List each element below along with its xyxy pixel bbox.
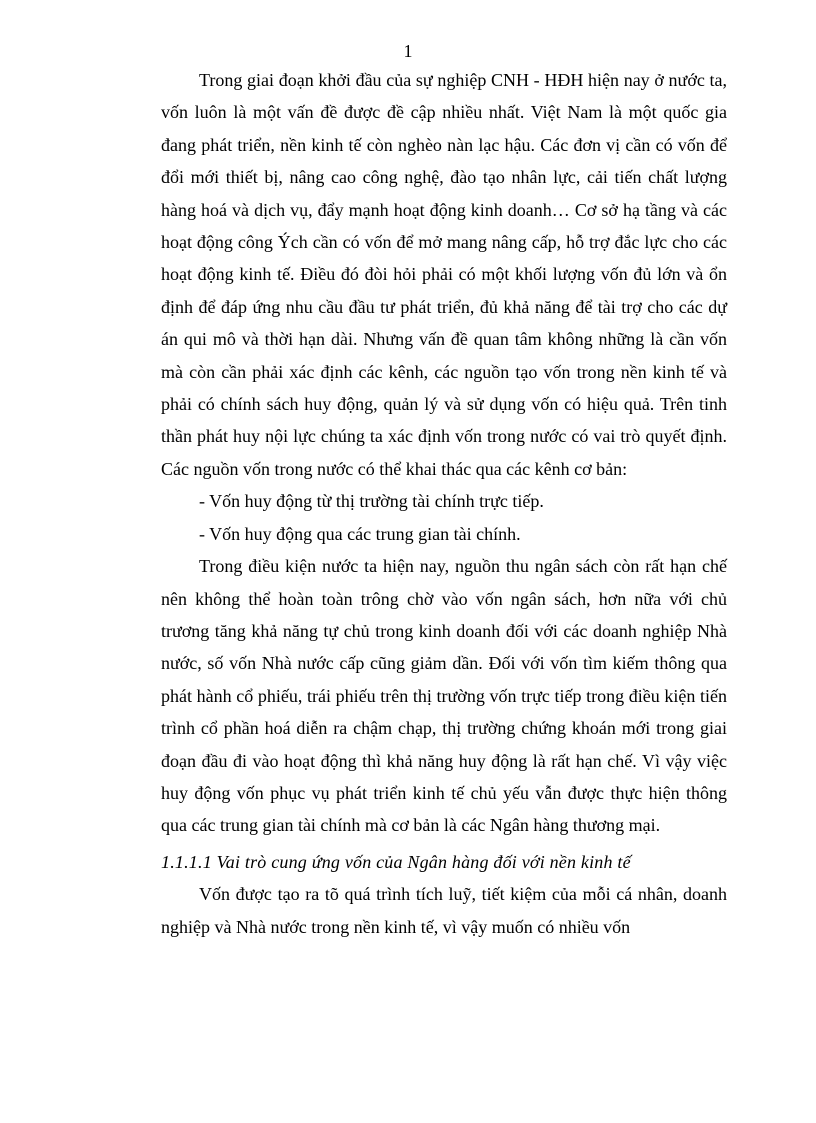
section-heading: 1.1.1.1 Vai trò cung ứng vốn của Ngân hàng đối với nền kinh tế — [161, 851, 631, 872]
bullet-item-intermediaries: - Vốn huy động qua các trung gian tài chính. — [199, 523, 521, 544]
document-body — [161, 64, 727, 943]
page-number: 1 — [403, 41, 413, 61]
capital-paragraph: Vốn được tạo ra tõ quá trình tích luỹ, tiết kiệm của mỗi cá nhân, doanh nghiệp và Nhà nước trong nền kinh tế, vì vậy muốn có nhiều vốn — [161, 884, 727, 937]
bullet-item-direct-market: - Vốn huy động từ thị trường tài chính trực tiếp. — [199, 491, 544, 512]
intro-paragraph: Trong giai đoạn khởi đầu của sự nghiệp CNH - HĐH hiện nay ở nước ta, vốn luôn là một vấn đề được đề cập nhiều nhất. Việt Nam là một quốc gia đang phát triển, nền kinh tế còn nghèo nàn lạc hậu. Các đơn vị cần có vốn để đổi mới thiết bị, nâng cao công nghệ, đào tạo nhân lực, cải tiến chất lượng hàng hoá và dịch vụ, đẩy mạnh hoạt động kinh doanh… Cơ sở hạ tầng và các hoạt động công Ých cần có vốn để mở mang nâng cấp, hỗ trợ đắc lực cho các hoạt động kinh tế. Điều đó đòi hỏi phải có một khối lượng vốn đủ lớn và ổn định để đáp ứng nhu cầu đầu tư phát triển, đủ khả năng để tài trợ cho các dự án qui mô và thời hạn dài. Nhưng vấn đề quan tâm không những là cần vốn mà còn cần phải xác định các kênh, các nguồn tạo vốn trong nền kinh tế và phải có chính sách huy động, quản lý và sử dụng vốn có hiệu quả. Trên tinh thần phát huy nội lực chúng ta xác định vốn trong nước có vai trò quyết định. Các nguồn vốn trong nước có thể khai thác qua các kênh cơ bản: — [161, 70, 727, 479]
conditions-paragraph: Trong điều kiện nước ta hiện nay, nguồn thu ngân sách còn rất hạn chế nên không thể hoàn toàn trông chờ vào vốn ngân sách, hơn nữa với chủ trương tăng khả năng tự chủ trong kinh doanh đối với các doanh nghiệp Nhà nước, số vốn Nhà nước cấp cũng giảm dần. Đối với vốn tìm kiếm thông qua phát hành cổ phiếu, trái phiếu trên thị trường vốn trực tiếp trong điều kiện tiến trình cổ phần hoá diễn ra chậm chạp, thị trường chứng khoán mới trong giai đoạn đầu đi vào hoạt động thì khả năng huy động là rất hạn chế. Vì vậy việc huy động vốn phục vụ phát triển kinh tế chủ yếu vẫn được thực hiện thông qua các trung gian tài chính mà cơ bản là các Ngân hàng thương mại. — [161, 556, 727, 836]
